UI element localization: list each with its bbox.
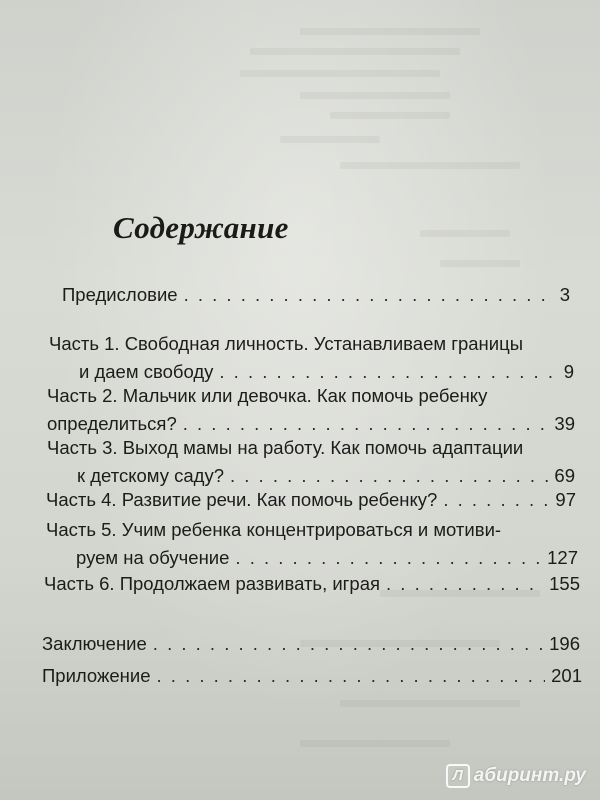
toc-entry-title-line-1: Часть 2. Мальчик или девочка. Как помочь ребенку [47,385,488,406]
toc-page-number: 127 [547,547,578,568]
toc-entry-title: Приложение [42,665,151,686]
toc-entry-title-line-2: определиться? [47,413,177,434]
toc-entry-appendix [42,662,582,690]
toc-page-number: 201 [551,665,582,686]
toc-entry-title: Предисловие [62,284,178,305]
toc-entry-conclusion [42,630,580,658]
toc-entry-title-line-2: и даем свободу [79,361,214,382]
toc-page-number: 9 [563,361,574,382]
toc-entry-part-6 [44,570,580,598]
toc-page-number: 3 [559,284,570,305]
toc-page-number: 97 [555,489,576,510]
toc-entry-title: Часть 6. Продолжаем развивать, играя [44,573,381,594]
toc-entry-preface [62,281,570,309]
toc-entry-part-3 [47,434,575,490]
dot-leader [157,662,546,690]
toc-entry-part-1 [49,330,574,386]
toc-entry-part-4 [46,486,576,514]
labirint-watermark [446,764,586,788]
toc-entry-part-2 [47,382,575,438]
toc-page-number: 69 [554,465,575,486]
toc-entry-title-line-1: Часть 3. Выход мамы на работу. Как помочь адаптации [47,437,524,458]
dot-leader [443,486,549,514]
toc-page-number: 196 [549,633,580,654]
labirint-logo-icon: Л [446,764,470,788]
toc-entry-title-line-2: руем на обучение [76,547,230,568]
dot-leader [184,281,554,309]
toc-entry-title: Заключение [42,633,147,654]
toc-entry-title-line-1: Часть 5. Учим ребенка концентрироваться и мотиви- [46,519,502,540]
dot-leader [153,630,543,658]
dot-leader [235,544,541,572]
toc-page-number: 39 [554,413,575,434]
toc-entry-part-5 [46,516,578,572]
dot-leader [386,570,543,598]
toc-entry-title-line-1: Часть 1. Свободная личность. Устанавливаем границы [49,333,523,354]
toc-page-number: 155 [549,573,580,594]
toc-entry-title-line-2: к детскому саду? [77,465,224,486]
toc-entry-title: Часть 4. Развитие речи. Как помочь ребенку? [46,489,438,510]
watermark-text: абиринт.ру [473,765,586,786]
contents-heading: Содержание [113,210,289,245]
